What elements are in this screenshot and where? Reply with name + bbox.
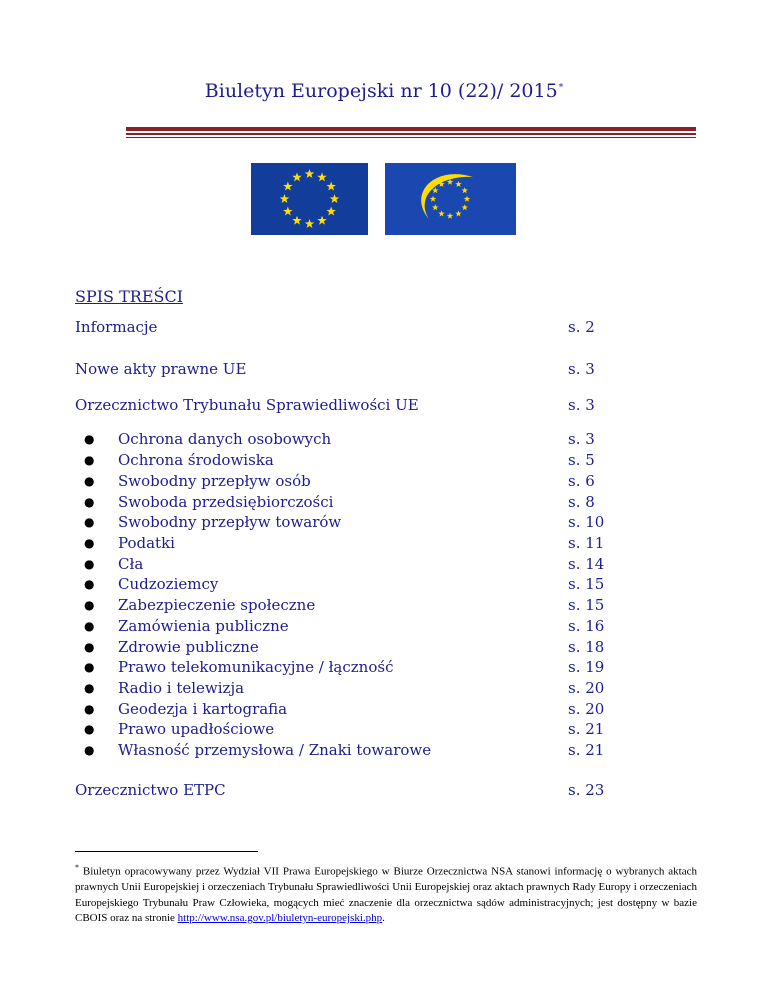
bullet-icon: ●	[84, 577, 95, 591]
bullet-icon: ●	[84, 557, 95, 571]
toc-item[interactable]	[75, 533, 695, 554]
toc-item-label: Ochrona danych osobowych	[118, 430, 332, 448]
footnote-separator	[75, 851, 258, 852]
toc-section-label: Informacje	[75, 318, 158, 336]
header-rule-thick	[126, 127, 696, 131]
header-rule-thin	[126, 137, 696, 138]
toc-item-page: s. 11	[568, 534, 605, 552]
eu-star-icon	[326, 182, 336, 191]
toc-item-label: Geodezja i kartografia	[118, 700, 288, 718]
toc-item-page: s. 5	[568, 451, 595, 469]
toc-item[interactable]	[75, 450, 695, 471]
toc-item[interactable]	[75, 595, 695, 616]
toc-item-page: s. 21	[568, 741, 605, 759]
toc-section-informacje[interactable]	[75, 317, 695, 337]
toc-item[interactable]	[75, 637, 695, 658]
eu-star-icon	[292, 216, 302, 225]
bullet-icon: ●	[84, 536, 95, 550]
toc-item-label: Podatki	[118, 534, 175, 552]
eu-star-icon	[305, 219, 315, 228]
toc-section-label: Orzecznictwo Trybunału Sprawiedliwości UE	[75, 396, 419, 414]
toc-item[interactable]	[75, 492, 695, 513]
toc-item-page: s. 18	[568, 638, 605, 656]
toc-item-page: s. 8	[568, 493, 595, 511]
toc-item-page: s. 21	[568, 720, 605, 738]
bullet-icon: ●	[84, 432, 95, 446]
coe-flag-emblem	[385, 163, 516, 235]
footnote-text: Biuletyn opracowywany przez Wydział VII Prawa Europejskiego w Biurze Orzecznictwa NSA stanowi informację o wybranych aktach prawnych Unii Europejskiej i orzeczeniach Trybunału Sprawiedliwości Unii Europejskiej oraz aktach prawnych Rady Europy i orzeczeniach Europejskiego Trybunału Praw Człowieka, mogących mieć znaczenie dla orzecznictwa sądów administracyjnych; jest dostępny w bazie CBOIS oraz na stronie	[75, 865, 697, 925]
toc-section-page: s. 23	[568, 781, 605, 799]
toc-item[interactable]	[75, 554, 695, 575]
toc-item[interactable]	[75, 574, 695, 595]
footnote-link[interactable]: http://www.nsa.gov.pl/biuletyn-europejski.php	[177, 912, 383, 925]
toc-item-label: Swobodny przepływ towarów	[118, 513, 342, 531]
toc-item-label: Swobodny przepływ osób	[118, 472, 311, 490]
toc-section-page: s. 2	[568, 318, 595, 336]
toc-item[interactable]	[75, 471, 695, 492]
toc-section-nowe-akty[interactable]	[75, 359, 695, 379]
toc-item-page: s. 16	[568, 617, 605, 635]
toc-item-label: Prawo upadłościowe	[118, 720, 275, 738]
bullet-icon: ●	[84, 515, 95, 529]
toc-item-label: Zabezpieczenie społeczne	[118, 596, 316, 614]
toc-item-label: Radio i telewizja	[118, 679, 245, 697]
toc-section-page: s. 3	[568, 396, 595, 414]
eu-star-icon	[283, 207, 293, 216]
title-text: Biuletyn Europejski nr 10 (22)/ 2015	[204, 80, 558, 102]
bullet-icon: ●	[84, 619, 95, 633]
toc-item[interactable]	[75, 719, 695, 740]
document-title	[0, 80, 768, 102]
toc-section-page: s. 3	[568, 360, 595, 378]
toc-item-label: Cudzoziemcy	[118, 575, 219, 593]
bullet-icon: ●	[84, 722, 95, 736]
toc-item-label: Własność przemysłowa / Znaki towarowe	[118, 741, 432, 759]
toc-item[interactable]	[75, 657, 695, 678]
eu-star-icon	[326, 207, 336, 216]
coe-star-icon	[461, 204, 467, 210]
toc-item-page: s. 15	[568, 596, 605, 614]
toc-item[interactable]	[75, 512, 695, 533]
eu-star-icon	[305, 169, 315, 178]
bullet-icon: ●	[84, 681, 95, 695]
toc-section-orzecznictwo-etpc[interactable]	[75, 780, 695, 800]
bullet-icon: ●	[84, 640, 95, 654]
coe-star-icon	[455, 181, 461, 187]
eu-star-icon	[330, 194, 340, 203]
council-of-europe-flag-icon	[385, 163, 516, 235]
footnote-mark: *	[75, 863, 79, 872]
coe-star-icon	[447, 213, 453, 219]
toc-item[interactable]	[75, 429, 695, 450]
toc-section-label: Nowe akty prawne UE	[75, 360, 247, 378]
toc-item-page: s. 15	[568, 575, 605, 593]
bullet-icon: ●	[84, 474, 95, 488]
footnote-end: .	[382, 912, 385, 925]
toc-section-label: Orzecznictwo ETPC	[75, 781, 226, 799]
header-rule-medium	[126, 133, 696, 135]
coe-star-icon	[438, 210, 444, 216]
eu-star-icon	[283, 182, 293, 191]
coe-star-icon	[464, 196, 470, 202]
eu-star-icon	[292, 172, 302, 181]
toc-section-orzecznictwo-tsue[interactable]	[75, 395, 695, 415]
coe-e-emblem-icon	[421, 174, 473, 219]
toc-item-page: s. 10	[568, 513, 605, 531]
toc-item-label: Zdrowie publiczne	[118, 638, 259, 656]
toc-item-label: Cła	[118, 555, 144, 573]
toc-item[interactable]	[75, 699, 695, 720]
coe-star-icon	[432, 204, 438, 210]
toc-item-page: s. 3	[568, 430, 595, 448]
bullet-icon: ●	[84, 743, 95, 757]
toc-item-label: Swoboda przedsiębiorczości	[118, 493, 334, 511]
footnote	[75, 860, 697, 927]
toc-item[interactable]	[75, 616, 695, 637]
coe-star-icon	[430, 196, 436, 202]
toc-item-page: s. 20	[568, 679, 605, 697]
toc-item-page: s. 14	[568, 555, 605, 573]
toc-heading: SPIS TREŚCI	[75, 287, 184, 306]
toc-item-label: Ochrona środowiska	[118, 451, 274, 469]
toc-item[interactable]	[75, 678, 695, 699]
bullet-icon: ●	[84, 598, 95, 612]
toc-item-label: Zamówienia publiczne	[118, 617, 289, 635]
toc-item[interactable]	[75, 740, 695, 761]
eu-star-icon	[317, 172, 327, 181]
eu-flag-stars	[251, 163, 368, 235]
toc-item-label: Prawo telekomunikacyjne / łączność	[118, 658, 394, 676]
toc-item-page: s. 20	[568, 700, 605, 718]
toc-item-page: s. 19	[568, 658, 605, 676]
bullet-icon: ●	[84, 495, 95, 509]
eu-star-icon	[317, 216, 327, 225]
eu-star-icon	[280, 194, 290, 203]
bullet-icon: ●	[84, 702, 95, 716]
bullet-icon: ●	[84, 660, 95, 674]
toc-item-page: s. 6	[568, 472, 595, 490]
eu-flag-icon	[251, 163, 368, 235]
coe-star-icon	[455, 210, 461, 216]
bullet-icon: ●	[84, 453, 95, 467]
coe-star-icon	[461, 187, 467, 193]
footnote-reference[interactable]: *	[558, 82, 564, 93]
